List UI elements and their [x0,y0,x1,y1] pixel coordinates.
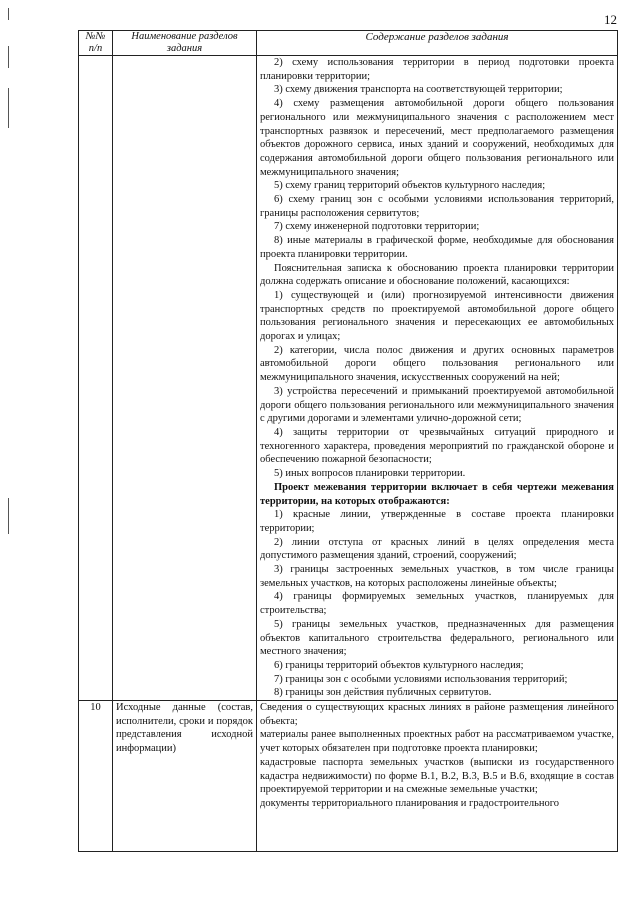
content-paragraph: 5) схему границ территорий объектов культурного наследия; [274,180,546,192]
page-number: 12 [604,12,617,27]
table-row [79,56,618,701]
table-row [79,701,618,852]
content-paragraph: материалы ранее выполненных проектных работ на рассматриваемом участке, учет которых обязателен при подготовке проекта планировки; [260,729,614,755]
margin-mark-middle [8,88,9,128]
header-section-name: Наименование разделов задания [113,31,257,56]
content-paragraph: 2) схему использования территории в период подготовки проекта планировки территории; [260,57,614,82]
content-paragraph: 3) границы застроенных земельных участков, в том числе границы земельных участков, на которых расположены линейные объекты; [260,564,614,589]
content-paragraph: Проект межевания территории включает в себя чертежи межевания территории, на которых отображаются: [260,481,614,507]
content-paragraph: 7) границы зон с особыми условиями использования территорий; [274,673,568,685]
content-paragraph: 5) иных вопросов планировки территории. [274,468,466,480]
content-paragraph: 8) иные материалы в графической форме, необходимые для обоснования проекта планировки территории. [260,235,614,260]
content-paragraph: 8) границы зон действия публичных сервитутов. [274,687,492,699]
content-paragraph: 7) схему инженерной подготовки территории; [274,221,480,233]
task-sections-table [78,30,618,852]
margin-mark-upper [8,46,9,68]
content-paragraph: 5) границы земельных участков, предназначенных для размещения объектов капитального строительства федерального, регионального или местного значения; [260,618,614,658]
content-paragraph: документы территориального планирования и градостроительного [260,797,560,809]
content-paragraph: 1) существующей и (или) прогнозируемой интенсивности движения транспортных средств по проектируемой автомобильной дороге общего пользования регионального значения и пересекающих ее автомобильных дорогах и улицах; [260,289,614,343]
content-paragraph: 4) защиты территории от чрезвычайных ситуаций природного и техногенного характера, проведения мероприятий по гражданской обороне и обеспечению пожарной безопасности; [260,426,614,466]
margin-mark-top [8,8,9,20]
row-number: 10 [79,701,113,852]
content-paragraph: 2) категории, числа полос движения и других основных параметров автомобильной дороги общего пользования регионального или межмуниципального значения, искусственных сооружений на ней; [260,344,614,384]
row-number-empty [79,56,113,701]
content-paragraph: кадастровые паспорта земельных участков (выписки из государственного кадастра недвижимости) по форме В.1, В.2, В.3, В.5 и В.6, входящие в состав проектируемой территории и на смежные земельные участки; [260,756,614,796]
content-paragraph: 2) линии отступа от красных линий в целях определения места допустимого размещения зданий, строений, сооружений; [260,536,614,562]
row-section-name: Исходные данные (состав, исполнители, сроки и порядок представления исходной информации) [113,701,257,852]
section-content-continued [257,56,618,701]
margin-mark-lower [8,498,9,534]
content-paragraph: 4) границы формируемых земельных участков, планируемых для строительства; [260,591,614,617]
header-section-content: Содержание разделов задания [257,31,618,56]
content-paragraph: 3) устройства пересечений и примыканий проектируемой автомобильной дороги общего пользования регионального или межмуниципального значения с другими дорогами и элементами улично-дорожной сети; [260,385,614,425]
content-paragraph: Пояснительная записка к обоснованию проекта планировки территории должна содержать описание и обоснование положений, касающихся: [260,262,614,288]
row-name-empty [113,56,257,701]
content-paragraph: 3) схему движения транспорта на соответствующей территории; [274,84,563,96]
content-paragraph: 6) схему границ зон с особыми условиями использования территорий, границы расположения сервитутов; [260,194,614,219]
content-paragraph: Сведения о существующих красных линиях в районе размещения линейного объекта; [260,702,614,727]
header-number: №№ п/п [79,31,113,56]
table-header-row [79,31,618,56]
section-content [257,701,618,852]
content-paragraph: 4) схему размещения автомобильной дороги общего пользования регионального или межмуниципального значения с расположением мест транспортных развязок и пересечений, мест предполагаемого размещения объектов дорожного сервиса, иных зданий и сооружений, необходимых для содержания автомобильной дороги общего пользования регионального или межмуниципального значения; [260,98,614,178]
content-paragraph: 1) красные линии, утвержденные в составе проекта планировки территории; [260,509,614,534]
content-paragraph: 6) границы территорий объектов культурного наследия; [274,659,524,671]
